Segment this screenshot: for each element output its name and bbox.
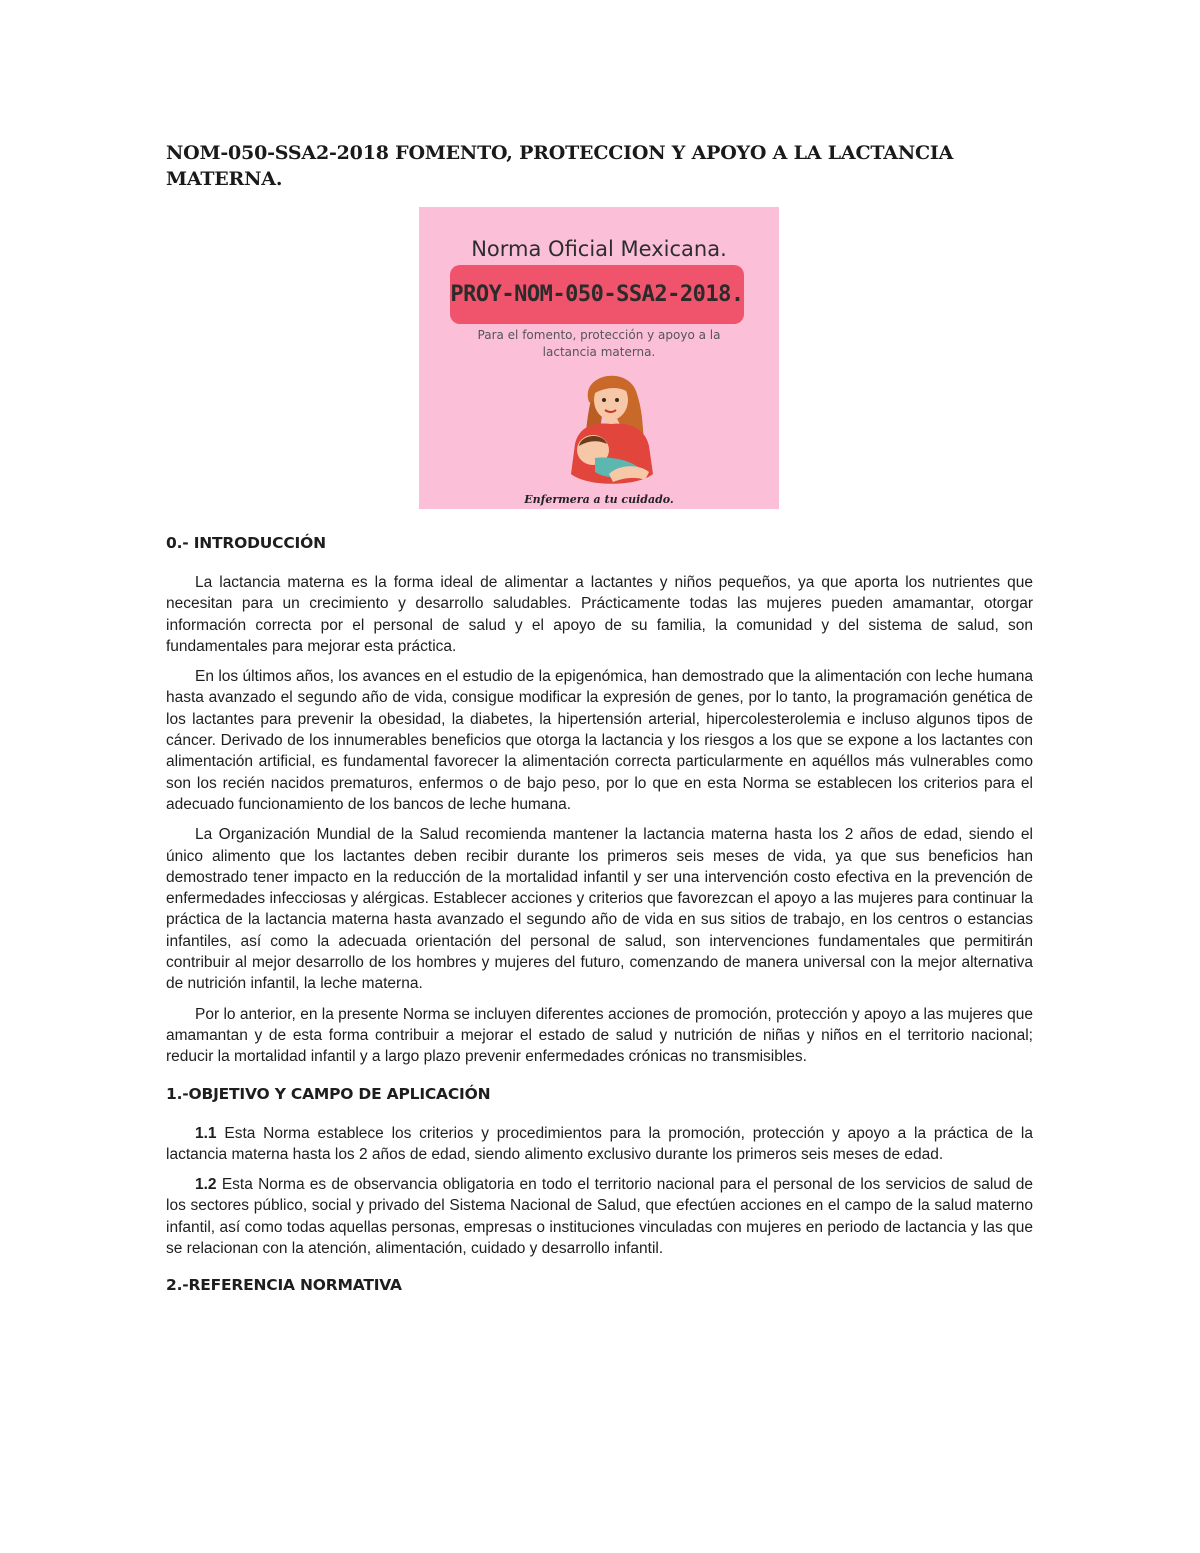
- poster-signature: Enfermera a tu cuidado.: [524, 493, 674, 506]
- paragraph: En los últimos años, los avances en el estudio de la epigenómica, han demostrado que la alimentación con leche humana hasta avanzado el segundo año de vida, consigue modificar la expresión de genes, por lo tanto, la programación genética de los lactantes para prevenir la obesidad, la diabetes, la hipertensión arterial, hipercolesterolemia e incluso algunos tipos de cáncer. Derivado de los innumerables beneficios que otorga la lactancia y los riesgos a los que se expone a los lactantes con alimentación artificial, es fundamental favorecer la alimentación correcta particularmente en aquéllos más vulnerables como son los recién nacidos prematuros, enfermos o de bajo peso, por lo que en esta Norma se establecen los criterios para el adecuado funcionamiento de los bancos de leche humana.: [166, 668, 1033, 813]
- mother-breastfeeding-icon: [549, 364, 669, 492]
- paragraph: La Organización Mundial de la Salud recomienda mantener la lactancia materna hasta los 2 años de edad, siendo el único alimento que los lactantes deben recibir durante los primeros seis meses de vida, ya que sus beneficios han demostrado tener impacto en la reducción de la mortalidad infantil y ser una intervención costo efectiva en la prevención de enfermedades infecciosas y alérgicas. Establecer acciones y criterios que favorezcan el apoyo a las mujeres para continuar la práctica de la lactancia materna hasta avanzado el segundo año de vida en sus sitios de trabajo, en los centros o estancias infantiles, así como la adecuada orientación del personal de salud, son intervenciones fundamentales que permitirán contribuir al mejor desarrollo de los hombres y mujeres del futuro, comenzando de manera universal con la mejor alternativa de nutrición infantil, la leche materna.: [166, 826, 1033, 993]
- poster-description: Para el fomento, protección y apoyo a la lactancia materna.: [477, 328, 721, 359]
- numbered-paragraph: [166, 1123, 1033, 1166]
- section-heading-referencia: 2.-REFERENCIA NORMATIVA: [166, 1276, 402, 1295]
- document-title: NOM-050-SSA2-2018 FOMENTO, PROTECCION Y APOYO A LA LACTANCIA MATERNA.: [166, 142, 954, 190]
- clause-number: 1.2: [195, 1176, 217, 1194]
- section-heading-objetivo: 1.-OBJETIVO Y CAMPO DE APLICACIÓN: [166, 1084, 491, 1103]
- norm-poster-image: [419, 207, 779, 509]
- numbered-paragraph: [166, 1174, 1033, 1259]
- poster-heading: Norma Oficial Mexicana.: [471, 237, 727, 261]
- poster-banner: PROY-NOM-050-SSA2-2018.: [450, 265, 744, 324]
- document-body: [166, 533, 1033, 1314]
- clause-text: Esta Norma establece los criterios y procedimientos para la promoción, protección y apoyo a la práctica de la lactancia materna hasta los 2 años de edad, siendo alimento exclusivo durante los primeros seis meses de edad.: [166, 1124, 1033, 1163]
- section-heading-introduccion: 0.- INTRODUCCIÓN: [166, 534, 326, 552]
- paragraph: La lactancia materna es la forma ideal de alimentar a lactantes y niños pequeños, ya que aporta los nutrientes que necesitan para un crecimiento y desarrollo saludables. Prácticamente todas las mujeres pueden amamantar, otorgar información correcta por el personal de salud y el apoyo de su familia, la comunidad y del sistema de salud, son fundamentales para mejorar esta práctica.: [166, 574, 1033, 655]
- clause-number: 1.1: [195, 1124, 217, 1142]
- clause-text: Esta Norma es de observancia obligatoria en todo el territorio nacional para el personal de los servicios de salud de los sectores público, social y privado del Sistema Nacional de Salud, que efectúen acciones en el campo de la salud materno infantil, así como todas aquellas personas, empresas o instituciones vinculadas con mujeres en periodo de lactancia y las que se relacionan con la atención, alimentación, cuidado y desarrollo infantil.: [166, 1176, 1033, 1258]
- paragraph: Por lo anterior, en la presente Norma se incluyen diferentes acciones de promoción, protección y apoyo a las mujeres que amamantan y de esta forma contribuir a mejorar el estado de salud y nutrición de niñas y niños en el territorio nacional; reducir la mortalidad infantil y a largo plazo prevenir enfermedades crónicas no transmisibles.: [166, 1005, 1033, 1066]
